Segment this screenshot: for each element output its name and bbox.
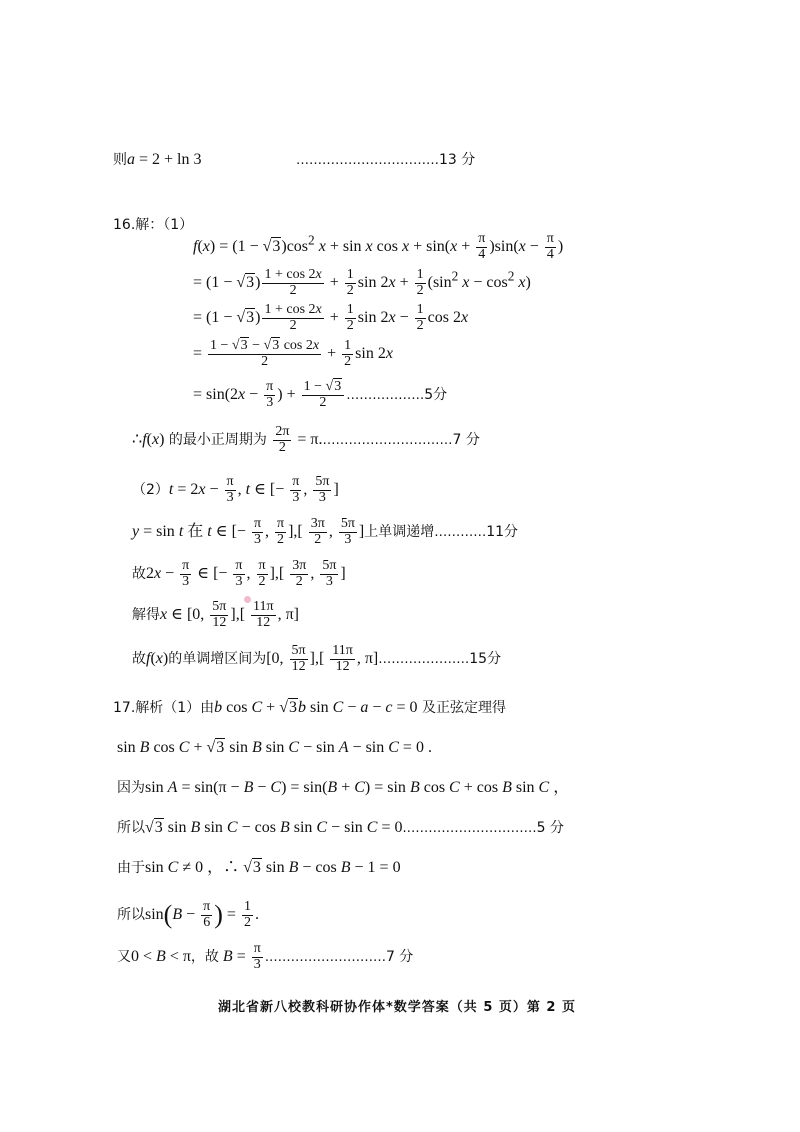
q16-eq2: = (1 − √3) $\frac{1 + \cos 2x}{2}$ + $\frac{1}{2}$ sin 2x + $\frac{1}{2}$ ($\sin^2$ $x - \cos^2 x$) [193, 267, 531, 298]
q17-eq4: 由于sin C ≠ 0 ，∴ √3 sin B − cos B − 1 = 0 [117, 859, 401, 876]
q17-eq5: 所以sin(B − $\frac{\pi}{6}$ ) = $\frac{1}{2}$ . [117, 899, 259, 930]
q17-eq3: 所以√3 sin B sin C − cos B sin C − sin C = 0.…………………………5 分 [117, 819, 564, 836]
q17-label: 17.解析（1）由b cos C + √3b sin C − a − c = 0 及正弦定理得 [113, 699, 506, 716]
q16-eq4: = $\frac{1 - √3 - √3 \cos 2x}{2}$ + $\frac{1}{2}$ sin 2x [193, 338, 393, 369]
top-line: 则a = 2 + ln 3 [113, 151, 202, 168]
q17-eq6: 又0 < B < π，故 B = $\frac{\pi}{3}$ .………………………7 分 [117, 941, 414, 972]
q17-eq2: 因为sin A = sin(π − B − C) = sin(B + C) = sin B cos C + cos B sin C ， [117, 779, 570, 796]
q16-label: 16.解：（1） [113, 217, 194, 233]
q16-therefore: 故2x − $\frac{\pi}{3}$ ∈ [− $\frac{\pi}{3}$ , $\frac{\pi}{2}$ ],[ $\frac{3\pi}{2}$ , $\frac{5\pi}{3}$ ] [132, 558, 346, 589]
q16-solve: 解得x ∈ [0, $\frac{5\pi}{12}$ ],[ $\frac{11\pi}{12}$ , π] [132, 599, 299, 630]
page-footer: 湖北省新八校教科研协作体*数学答案（共 5 页）第 2 页 [218, 1000, 576, 1015]
q16-period: ∴f(x) 的最小正周期为 $\frac{2\pi}{2}$ = π.…………………………7 分 [132, 424, 480, 455]
top-score: ……………………………13 分 [296, 152, 476, 168]
q16-final: 故f(x)的单调增区间为[0, $\frac{5\pi}{12}$ ],[ $\frac{11\pi}{12}$ , π]…………………15分 [132, 643, 502, 674]
q16-eq1: $f(x) = (1 - √3)\cos^2$ x + sin x cos x + sin(x + $\frac{\pi}{4}$ )sin(x − $\frac{\pi}{4}$ ) [193, 231, 564, 262]
q16-part2: （2）t = 2x − $\frac{\pi}{3}$ , t ∈ [− $\frac{\pi}{3}$ , $\frac{5\pi}{3}$ ] [132, 474, 339, 505]
q16-eq5: = sin(2x − $\frac{\pi}{3}$ ) + $\frac{1 - √3}{2}$ ………………5分 [193, 379, 448, 410]
q16-increasing: y = sin t 在 t ∈ [− $\frac{\pi}{3}$ , $\frac{\pi}{2}$ ],[ $\frac{3\pi}{2}$ , $\frac{5\pi}{3}$ ]上单调递增…………11分 [132, 516, 519, 547]
q17-eq1: sin B cos C + √3 sin B sin C − sin A − sin C = 0 . [117, 739, 432, 756]
q16-eq3: = (1 − √3) $\frac{1 + \cos 2x}{2}$ + $\frac{1}{2}$ sin 2x − $\frac{1}{2}$ cos 2x [193, 302, 469, 333]
pink-ink-mark [244, 596, 251, 603]
